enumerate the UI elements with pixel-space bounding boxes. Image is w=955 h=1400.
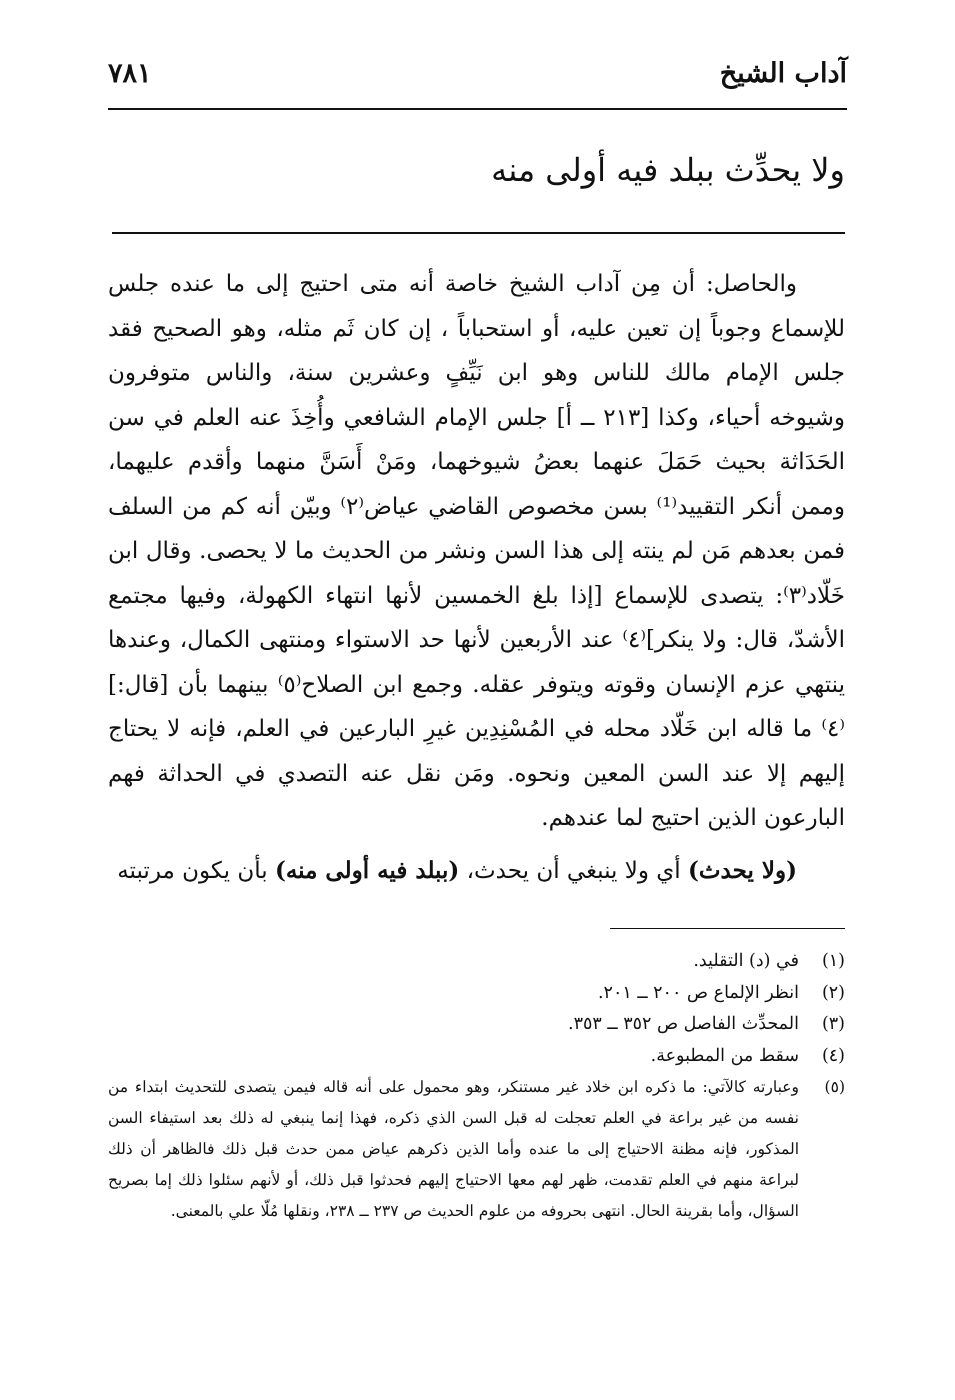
matn-line: ولا يحدِّث ببلد فيه أولى منه: [491, 151, 845, 189]
footnote-number: (٣): [821, 1014, 845, 1034]
footnote-number: (٢): [821, 982, 845, 1003]
commentary-paragraph-2: [108, 849, 845, 894]
commentary-body: [108, 262, 845, 893]
running-title: آداب الشيخ: [719, 58, 847, 89]
footnote-number: (٤): [821, 1045, 845, 1066]
commentary-text: أي ولا ينبغي أن يحدث،: [459, 857, 689, 884]
running-header: [108, 52, 847, 110]
footnote: [108, 1041, 845, 1073]
footnote-number: (٥): [824, 1078, 845, 1096]
footnote-text: وعبارته كالآتي: ما ذكره ابن خلاد غير مستنكر، وهو محمول على أنه قاله فيمن يتصدى للتحديث ابتداء من نفسه من غير براعة في العلم تعجلت له قبل السن الذي ذكره، فهذا إنما ينبغي له ذلك بعد استيفاء السن المذكور، فإنه مظنة الاحتياج إلى ما عنده وأما الذين ذكرهم عياض ممن حدث قبل ذلك فالظاهر أن ذلك لبراعة منهم في العلم تقدمت، ظهر لهم معها الاحتياج إليهم فحدثوا قبل ذلك، أو لأنهم سئلوا ذلك إما بصريح السؤال، وأما بقرينة الحال. انتهى بحروفه من علوم الحديث ص ٢٣٧ ــ ٢٣٨، ونقلها مُلّا علي بالمعنى.: [108, 1078, 799, 1220]
footnote-divider: [610, 928, 845, 929]
footnote: [108, 1072, 845, 1227]
footnote: [108, 1009, 845, 1041]
footnote-text: في (د) التقليد.: [693, 951, 799, 971]
footnote-text: المحدِّث الفاصل ص ٣٥٢ ــ ٣٥٣.: [568, 1014, 799, 1034]
matn-quote-1: (ولا يحدث): [688, 856, 797, 884]
footnote-text: سقط من المطبوعة.: [650, 1045, 799, 1066]
matn-divider: [112, 232, 845, 234]
page-number: ٧٨١: [108, 58, 152, 89]
footnote: [108, 946, 845, 978]
commentary-text: بأن يكون مرتبته: [117, 857, 275, 884]
commentary-paragraph-1: والحاصل: أن مِن آداب الشيخ خاصة أنه متى احتيج إلى ما عنده جلس للإسماع وجوباً إن تعين عليه، أو استحباباً ، إن كان ثَم مثله، وهو الصحيح فقد جلس الإمام مالك للناس وهو ابن نَيِّفٍ وعشرين سنة، والناس متوفرون وشيوخه أحياء، وكذا [٢١٣ ــ أ] جلس الإمام الشافعي وأُخِذَ عنه العلم في سن الحَدَاثة بحيث حَمَلَ عنهما بعضُ شيوخهما، ومَنْ أَسَنَّ منهما وأقدم عليهما، وممن أنكر التقييد⁽¹⁾ بسن مخصوص القاضي عياض⁽٢⁾ وبيّن أنه كم من السلف فمن بعدهم مَن لم ينته إلى هذا السن ونشر من الحديث ما لا يحصى. وقال ابن خَلّاد⁽٣⁾: يتصدى للإسماع [إذا بلغ الخمسين لأنها انتهاء الكهولة، وفيها مجتمع الأشدّ، قال: ولا ينكر]⁽٤⁾ عند الأربعين لأنها حد الاستواء ومنتهى الكمال، وعندها ينتهي عزم الإنسان وقوته ويتوفر عقله. وجمع ابن الصلاح⁽٥⁾ بينهما بأن [قال:]⁽٤⁾ ما قاله ابن خَلّاد محله في المُسْنِدِين غيرِ البارعين في العلم، فإنه لا يحتاج إليهم إلا عند السن المعين ونحوه. ومَن نقل عنه التصدي في الحداثة فهم البارعون الذين احتيج لما عندهم.: [108, 271, 846, 831]
footnote: [108, 978, 845, 1010]
footnote-text: انظر الإلماع ص ٢٠٠ ــ ٢٠١.: [597, 982, 799, 1003]
footnote-number: (١): [821, 951, 845, 971]
footnotes: [108, 946, 845, 1227]
matn-quote-2: (ببلد فيه أولى منه): [274, 856, 460, 884]
